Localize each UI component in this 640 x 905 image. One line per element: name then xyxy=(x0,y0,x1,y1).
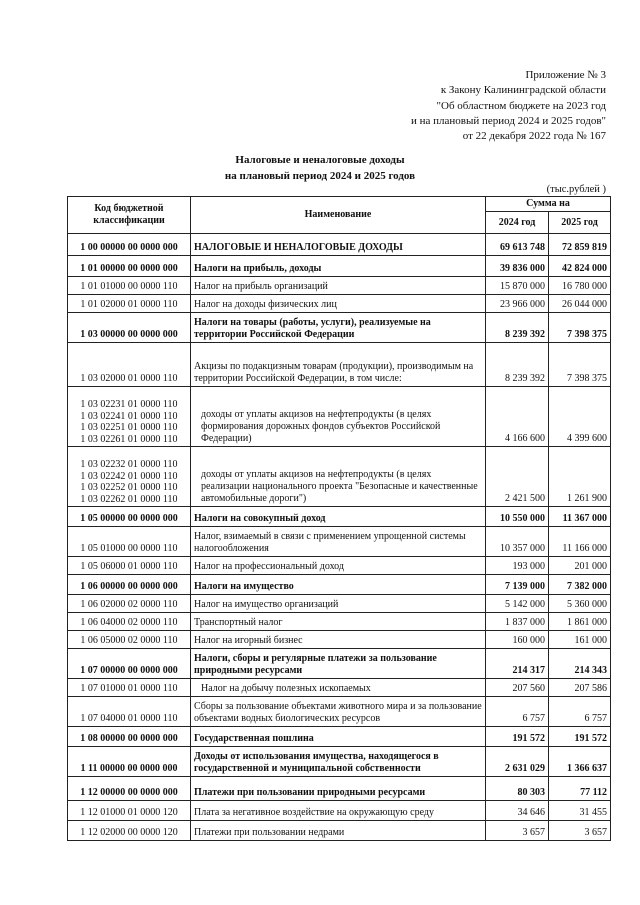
cell-code: 1 11 00000 00 0000 000 xyxy=(68,747,191,777)
header-sum: Сумма на xyxy=(486,197,611,212)
cell-name: Налог на профессиональный доход xyxy=(191,557,486,575)
cell-code: 1 05 01000 00 0000 110 xyxy=(68,527,191,557)
cell-code: 1 08 00000 00 0000 000 xyxy=(68,727,191,747)
table-row xyxy=(68,727,611,747)
table-row xyxy=(68,595,611,613)
cell-2024: 5 142 000 xyxy=(486,595,549,613)
cell-2025: 3 657 xyxy=(549,821,611,841)
cell-2025: 11 367 000 xyxy=(549,507,611,527)
header-2024: 2024 год xyxy=(486,212,549,234)
cell-2025: 4 399 600 xyxy=(549,387,611,447)
table-row xyxy=(68,557,611,575)
cell-name: Налог на прибыль организаций xyxy=(191,277,486,295)
header-code: Код бюджетной классификации xyxy=(68,197,191,234)
cell-code: 1 06 04000 02 0000 110 xyxy=(68,613,191,631)
cell-name: доходы от уплаты акцизов на нефтепродукты (в целях реализации национального проекта "Безопасные и качественные автомобильные дороги") xyxy=(191,447,486,507)
cell-2025: 201 000 xyxy=(549,557,611,575)
cell-2025: 11 166 000 xyxy=(549,527,611,557)
cell-2024: 7 139 000 xyxy=(486,575,549,595)
code-line: 1 03 02251 01 0000 110 xyxy=(80,422,178,433)
cell-name: доходы от уплаты акцизов на нефтепродукты (в целях формирования дорожных фондов субъектов Российской Федерации) xyxy=(191,387,486,447)
code-line: 1 03 02232 01 0000 110 xyxy=(80,459,178,470)
header-name: Наименование xyxy=(191,197,486,234)
table-row xyxy=(68,343,611,387)
table-row xyxy=(68,234,611,256)
table-row xyxy=(68,575,611,595)
cell-name: Налоги на товары (работы, услуги), реализуемые на территории Российской Федерации xyxy=(191,313,486,343)
table-row xyxy=(68,777,611,801)
cell-code: 1 01 01000 00 0000 110 xyxy=(68,277,191,295)
cell-code: 1 03 02000 01 0000 110 xyxy=(68,343,191,387)
cell-name: Налог на имущество организаций xyxy=(191,595,486,613)
cell-code: 1 01 00000 00 0000 000 xyxy=(68,256,191,277)
cell-name: Налоги на имущество xyxy=(191,575,486,595)
cell-2025: 42 824 000 xyxy=(549,256,611,277)
cell-name: Налог на доходы физических лиц xyxy=(191,295,486,313)
cell-2024: 23 966 000 xyxy=(486,295,549,313)
cell-2025: 7 382 000 xyxy=(549,575,611,595)
cell-2025: 1 861 000 xyxy=(549,613,611,631)
cell-2025: 7 398 375 xyxy=(549,313,611,343)
cell-name: Платежи при пользовании недрами xyxy=(191,821,486,841)
cell-2024: 6 757 xyxy=(486,697,549,727)
cell-2024: 69 613 748 xyxy=(486,234,549,256)
cell-code: 1 03 00000 00 0000 000 xyxy=(68,313,191,343)
table-row xyxy=(68,697,611,727)
cell-2024: 8 239 392 xyxy=(486,313,549,343)
cell-code: 1 07 04000 01 0000 110 xyxy=(68,697,191,727)
table-row xyxy=(68,387,611,447)
cell-2025: 191 572 xyxy=(549,727,611,747)
cell-code: 1 01 02000 01 0000 110 xyxy=(68,295,191,313)
cell-2024: 214 317 xyxy=(486,649,549,679)
table-row xyxy=(68,507,611,527)
cell-2024: 10 357 000 xyxy=(486,527,549,557)
cell-name: Доходы от использования имущества, находящегося в государственной и муниципальной собственности xyxy=(191,747,486,777)
cell-code: 1 12 01000 01 0000 120 xyxy=(68,801,191,821)
header-line: и на плановый период 2024 и 2025 годов" xyxy=(410,114,606,127)
cell-name: Плата за негативное воздействие на окружающую среду xyxy=(191,801,486,821)
cell-2025: 6 757 xyxy=(549,697,611,727)
table-row xyxy=(68,801,611,821)
table-row xyxy=(68,527,611,557)
cell-2025: 1 261 900 xyxy=(549,447,611,507)
table-row xyxy=(68,447,611,507)
table-row xyxy=(68,821,611,841)
cell-2025: 214 343 xyxy=(549,649,611,679)
table-row xyxy=(68,295,611,313)
table-row xyxy=(68,679,611,697)
title-line-2: на плановый период 2024 и 2025 годов xyxy=(224,170,416,182)
header-line: "Об областном бюджете на 2023 год xyxy=(436,99,606,112)
cell-code xyxy=(68,447,191,507)
cell-2024: 3 657 xyxy=(486,821,549,841)
cell-code: 1 06 05000 02 0000 110 xyxy=(68,631,191,649)
cell-name: Акцизы по подакцизным товарам (продукции), производимым на территории Российской Федерации, в том числе: xyxy=(191,343,486,387)
cell-2025: 207 586 xyxy=(549,679,611,697)
cell-code: 1 05 06000 01 0000 110 xyxy=(68,557,191,575)
cell-name: НАЛОГОВЫЕ И НЕНАЛОГОВЫЕ ДОХОДЫ xyxy=(191,234,486,256)
cell-name: Платежи при пользовании природными ресурсами xyxy=(191,777,486,801)
cell-2024: 2 421 500 xyxy=(486,447,549,507)
cell-2025: 26 044 000 xyxy=(549,295,611,313)
cell-code: 1 12 02000 00 0000 120 xyxy=(68,821,191,841)
document-title xyxy=(0,152,640,184)
cell-name: Налог, взимаемый в связи с применением упрощенной системы налогообложения xyxy=(191,527,486,557)
cell-name: Налоги на прибыль, доходы xyxy=(191,256,486,277)
cell-2024: 15 870 000 xyxy=(486,277,549,295)
table-row xyxy=(68,277,611,295)
cell-code: 1 07 00000 00 0000 000 xyxy=(68,649,191,679)
cell-2024: 160 000 xyxy=(486,631,549,649)
header-line: Приложение № 3 xyxy=(525,69,606,81)
cell-name: Транспортный налог xyxy=(191,613,486,631)
code-line: 1 03 02252 01 0000 110 xyxy=(80,482,178,493)
cell-code: 1 00 00000 00 0000 000 xyxy=(68,234,191,256)
code-line: 1 03 02242 01 0000 110 xyxy=(80,470,178,482)
code-line: 1 03 02231 01 0000 110 xyxy=(80,399,178,410)
table-row xyxy=(68,631,611,649)
cell-code: 1 06 00000 00 0000 000 xyxy=(68,575,191,595)
table-row xyxy=(68,649,611,679)
revenue-table xyxy=(67,196,611,841)
table-row xyxy=(68,313,611,343)
cell-name: Налог на игорный бизнес xyxy=(191,631,486,649)
header-2025: 2025 год xyxy=(549,212,611,234)
cell-name: Сборы за пользование объектами животного мира и за пользование объектами водных биологических ресурсов xyxy=(191,697,486,727)
code-line: 1 03 02261 01 0000 110 xyxy=(80,433,178,445)
cell-code: 1 06 02000 02 0000 110 xyxy=(68,595,191,613)
units-label: (тыс.рублей ) xyxy=(546,184,606,195)
code-line: 1 03 02262 01 0000 110 xyxy=(80,493,178,505)
cell-2024: 207 560 xyxy=(486,679,549,697)
cell-2025: 161 000 xyxy=(549,631,611,649)
title-line-1: Налоговые и неналоговые доходы xyxy=(235,154,405,166)
table-row xyxy=(68,256,611,277)
cell-code: 1 05 00000 00 0000 000 xyxy=(68,507,191,527)
cell-2024: 193 000 xyxy=(486,557,549,575)
cell-2024: 34 646 xyxy=(486,801,549,821)
cell-2025: 5 360 000 xyxy=(549,595,611,613)
cell-2024: 4 166 600 xyxy=(486,387,549,447)
cell-2025: 1 366 637 xyxy=(549,747,611,777)
cell-2024: 8 239 392 xyxy=(486,343,549,387)
cell-name: Налог на добычу полезных ископаемых xyxy=(191,679,486,697)
cell-code: 1 12 00000 00 0000 000 xyxy=(68,777,191,801)
cell-2025: 72 859 819 xyxy=(549,234,611,256)
cell-2024: 10 550 000 xyxy=(486,507,549,527)
header-line: от 22 декабря 2022 года № 167 xyxy=(462,130,606,143)
cell-name: Налоги, сборы и регулярные платежи за пользование природными ресурсами xyxy=(191,649,486,679)
cell-2024: 2 631 029 xyxy=(486,747,549,777)
cell-2024: 80 303 xyxy=(486,777,549,801)
code-line: 1 03 02241 01 0000 110 xyxy=(80,410,178,422)
table-row xyxy=(68,613,611,631)
cell-2025: 16 780 000 xyxy=(549,277,611,295)
cell-2024: 191 572 xyxy=(486,727,549,747)
table-row xyxy=(68,747,611,777)
cell-name: Налоги на совокупный доход xyxy=(191,507,486,527)
cell-code xyxy=(68,387,191,447)
cell-2024: 39 836 000 xyxy=(486,256,549,277)
cell-2025: 77 112 xyxy=(549,777,611,801)
cell-2024: 1 837 000 xyxy=(486,613,549,631)
cell-code: 1 07 01000 01 0000 110 xyxy=(68,679,191,697)
appendix-header xyxy=(411,68,606,144)
cell-name: Государственная пошлина xyxy=(191,727,486,747)
cell-2025: 31 455 xyxy=(549,801,611,821)
header-line: к Закону Калининградской области xyxy=(440,84,606,97)
cell-2025: 7 398 375 xyxy=(549,343,611,387)
